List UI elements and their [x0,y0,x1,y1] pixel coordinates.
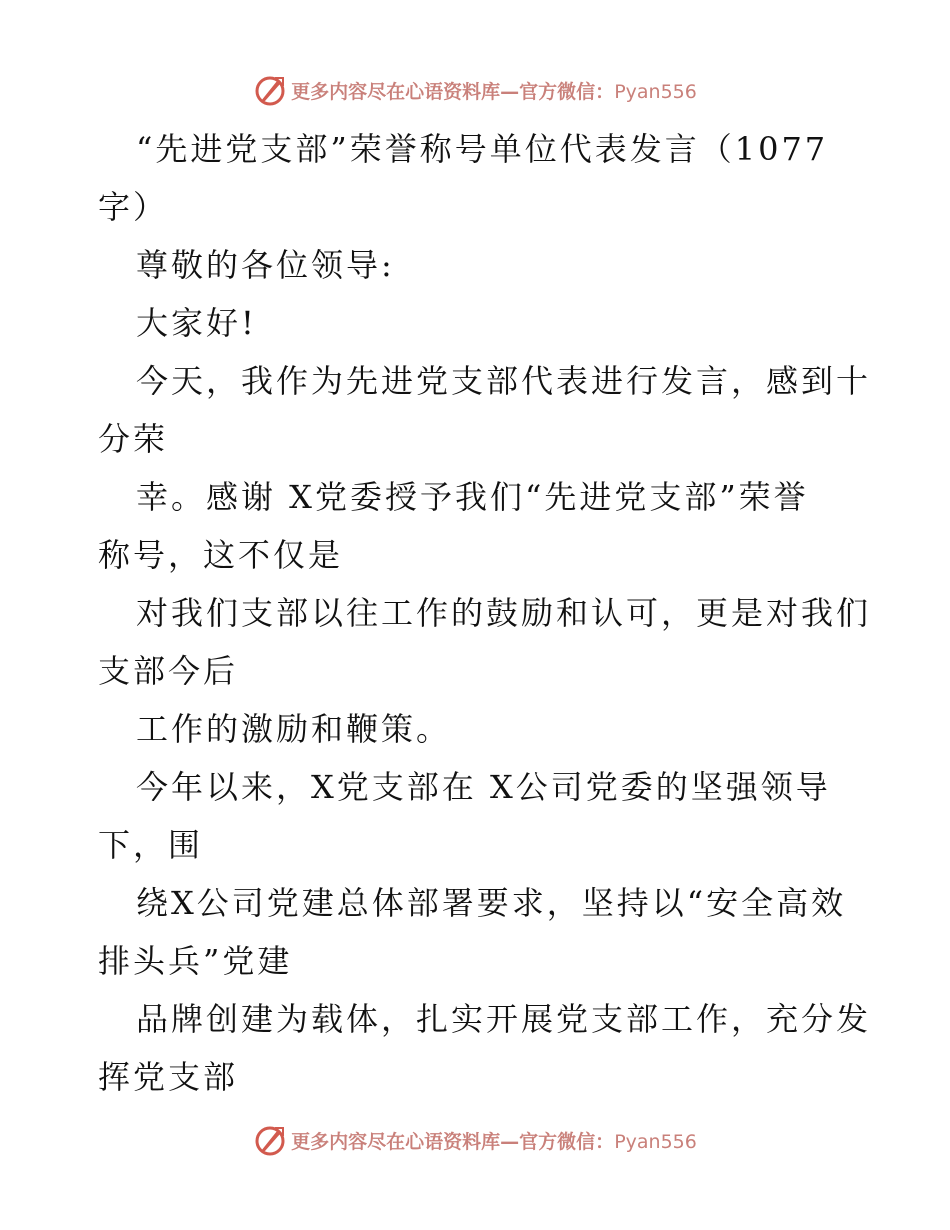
paragraph-line: 称号，这不仅是 [98,536,344,574]
watermark-contact-label: 官方微信： [519,80,615,103]
watermark-text [291,77,697,104]
paragraph-line: 排头兵”党建 [98,942,293,980]
paragraph-line: 品牌创建为载体，扎实开展党支部工作，充分发 [136,1000,872,1038]
greeting-line: 大家好! [136,304,257,342]
watermark-dash: — [500,80,520,103]
salutation-line: 尊敬的各位领导: [136,246,395,284]
quill-logo-icon [253,73,287,107]
watermark-dash: — [500,1130,520,1153]
paragraph-line: 支部今后 [98,652,239,690]
paragraph-line: 下，围 [98,826,204,864]
document-body [98,120,872,1106]
watermark-text [291,1127,697,1154]
quill-logo-icon [253,1123,287,1157]
paragraph-line: 对我们支部以往工作的鼓励和认可，更是对我们 [136,594,872,632]
document-title-line-1: “先进党支部”荣誉称号单位代表发言（1077 [136,130,829,168]
document-title-line-2: 字） [98,188,169,226]
watermark-contact-id: Pyan556 [614,1130,697,1153]
watermark-contact-id: Pyan556 [614,80,697,103]
bottom-watermark-banner [0,1120,950,1160]
paragraph-line: 幸。感谢 X党委授予我们“先进党支部”荣誉 [136,478,809,516]
watermark-brand: 更多内容尽在心语资料库 [291,1130,501,1153]
top-watermark-banner [0,70,950,110]
watermark-brand: 更多内容尽在心语资料库 [291,80,501,103]
paragraph-line: 今年以来，X党支部在 X公司党委的坚强领导 [136,768,831,806]
paragraph-line: 挥党支部 [98,1058,239,1096]
paragraph-line: 今天，我作为先进党支部代表进行发言，感到十 [136,362,872,400]
paragraph-line: 绕X公司党建总体部署要求，坚持以“安全高效 [136,884,847,922]
watermark-contact-label: 官方微信： [519,1130,615,1153]
paragraph-line: 工作的激励和鞭策。 [136,710,452,748]
paragraph-line: 分荣 [98,420,169,458]
